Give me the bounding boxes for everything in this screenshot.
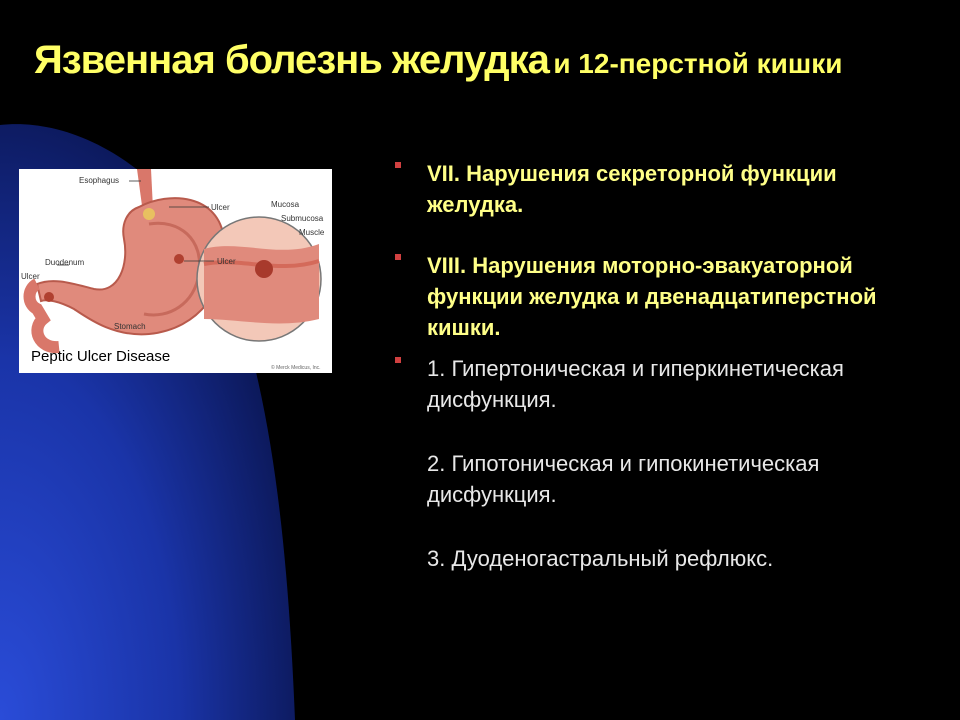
label-ulcer-left: Ulcer	[21, 272, 40, 281]
label-duodenum: Duodenum	[45, 258, 85, 267]
list-item	[395, 158, 935, 220]
item-text: 1. Гипертоническая и гиперкинетическая дисфункция.	[427, 356, 844, 412]
ulcer-duodenum-mark	[44, 292, 54, 302]
item-text: VIII. Нарушения моторно-эвакуаторной функции желудка и двенадцатиперстной кишки.	[427, 253, 877, 340]
ulcer-top-mark	[143, 208, 155, 220]
list-item	[395, 250, 935, 343]
figure-credit: © Merck Medicus, Inc.	[271, 365, 321, 371]
title-main: Язвенная болезнь желудка	[34, 38, 549, 82]
label-submucosa: Submucosa	[281, 214, 324, 223]
label-mucosa: Mucosa	[271, 200, 300, 209]
list-item	[395, 353, 935, 415]
peptic-ulcer-illustration	[19, 169, 332, 373]
label-esophagus: Esophagus	[79, 176, 120, 185]
bullet-list	[395, 158, 935, 574]
page-title	[34, 38, 842, 83]
bullet-icon	[395, 357, 401, 363]
label-stomach: Stomach	[114, 322, 146, 331]
label-muscle: Muscle	[299, 228, 325, 237]
tissue-layers	[204, 244, 319, 323]
label-ulcer-top: Ulcer	[211, 203, 230, 212]
list-subitem: 3. Дуоденогастральный рефлюкс.	[427, 546, 774, 571]
ulcer-stomach-mark	[174, 254, 184, 264]
figure-caption: Peptic Ulcer Disease	[31, 348, 171, 365]
stomach-diagram	[19, 169, 332, 373]
bullet-icon	[395, 162, 401, 168]
title-suffix: и 12-перстной кишки	[553, 48, 843, 79]
item-text: VII. Нарушения секреторной функции желудка.	[427, 161, 837, 217]
list-subitem: 2. Гипотоническая и гипокинетическая дисфункция.	[427, 451, 820, 507]
bullet-icon	[395, 254, 401, 260]
ulcer-magnified-mark	[255, 260, 273, 278]
label-ulcer-center: Ulcer	[217, 257, 236, 266]
